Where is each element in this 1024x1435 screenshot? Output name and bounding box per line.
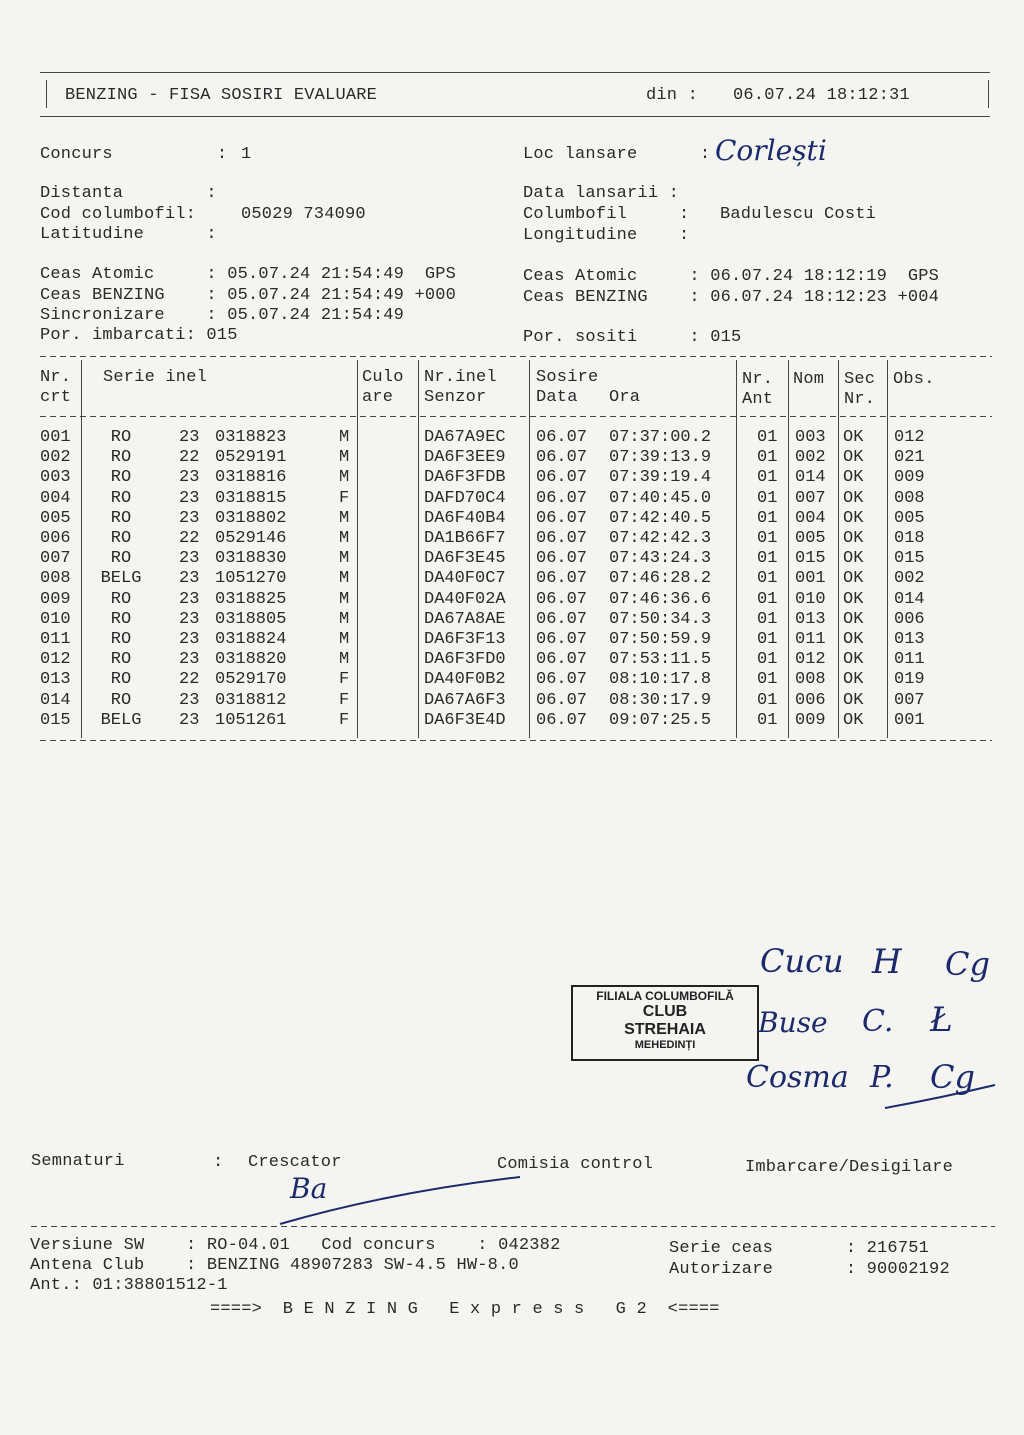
cell-sec: OK xyxy=(843,630,864,649)
cell-ant: 01 xyxy=(757,508,778,528)
th-sosire: Sosire xyxy=(536,368,599,387)
cell-inel: 0318812 xyxy=(215,690,287,710)
cell-inel: 0318805 xyxy=(215,609,287,629)
table-row xyxy=(0,549,1000,569)
footer-serie-ceas: Serie ceas : 216751 xyxy=(669,1239,930,1258)
cell-sex: M xyxy=(339,529,350,548)
cell-inel: 0529191 xyxy=(215,448,287,468)
cell-ant: 01 xyxy=(757,468,778,488)
cell-inel: 1051270 xyxy=(215,569,287,589)
cell-an: 23 xyxy=(179,710,200,730)
cell-sec: OK xyxy=(843,670,864,690)
cell-data: 06.07 xyxy=(536,609,588,629)
cell-senzor: DA6F3FDB xyxy=(424,468,506,488)
cell-sex: M xyxy=(339,468,350,488)
th-sec-1: Sec xyxy=(844,370,876,389)
th-ora: Ora xyxy=(609,388,641,407)
cell-nom: 011 xyxy=(795,630,826,649)
handwritten-name-2: Buse xyxy=(758,1006,828,1039)
table-row xyxy=(0,448,1000,468)
cell-ora: 08:10:17.8 xyxy=(609,670,712,690)
cod-columbofil-value: 05029 734090 xyxy=(241,205,366,224)
cell-nom: 002 xyxy=(795,448,826,468)
footer-autorizare: Autorizare : 90002192 xyxy=(669,1260,950,1279)
cell-ora: 08:30:17.9 xyxy=(609,690,712,710)
cell-nom: 005 xyxy=(795,529,826,548)
cell-ora: 07:39:13.9 xyxy=(609,448,712,468)
cell-sex: M xyxy=(339,589,350,609)
cell-inel: 0318820 xyxy=(215,650,287,670)
cell-ant: 01 xyxy=(757,690,778,710)
th-nr-inel-1: Nr.inel xyxy=(424,368,497,387)
header-timestamp: 06.07.24 18:12:31 xyxy=(733,86,910,105)
cell-nom: 015 xyxy=(795,549,826,569)
cell-obs: 001 xyxy=(894,710,925,730)
cell-an: 23 xyxy=(179,609,200,629)
th-nr-inel-2: Senzor xyxy=(424,388,487,407)
cell-tara: BELG xyxy=(100,710,142,730)
cell-ora: 07:46:36.6 xyxy=(609,589,712,609)
cell-ora: 07:39:19.4 xyxy=(609,468,712,488)
cell-nom: 008 xyxy=(795,670,826,690)
handwritten-signature-2: Ł xyxy=(930,1000,953,1040)
cell-ant: 01 xyxy=(757,630,778,649)
cell-data: 06.07 xyxy=(536,589,588,609)
cell-nr: 015 xyxy=(40,710,71,730)
cell-ora: 07:46:28.2 xyxy=(609,569,712,589)
handwritten-signature-1: Cg xyxy=(945,945,990,983)
footer-versiune: Versiune SW : RO-04.01 Cod concurs : 042382 xyxy=(30,1236,561,1255)
cell-nom: 003 xyxy=(795,428,826,447)
table-row xyxy=(0,489,1000,509)
footer-antena: Antena Club : BENZING 48907283 SW-4.5 HW-8.0 xyxy=(30,1256,519,1275)
cell-nom: 006 xyxy=(795,690,826,710)
cell-an: 23 xyxy=(179,569,200,589)
cell-data: 06.07 xyxy=(536,650,588,670)
cell-sex: M xyxy=(339,549,350,569)
th-serie-inel: Serie inel xyxy=(103,368,208,387)
imbarcare-label: Imbarcare/Desigilare xyxy=(745,1158,954,1177)
cell-data: 06.07 xyxy=(536,488,588,508)
cell-an: 23 xyxy=(179,690,200,710)
cell-sex: F xyxy=(339,710,350,730)
cell-sex: F xyxy=(339,690,350,710)
concurs-label: Concurs : xyxy=(40,145,228,164)
handwritten-name-1: Cucu xyxy=(760,942,844,980)
th-nr-1: Nr. xyxy=(40,368,72,387)
cell-inel: 0318830 xyxy=(215,549,287,569)
header-right-border xyxy=(988,80,989,108)
cell-tara: RO xyxy=(110,609,132,629)
semnaturi-label: Semnaturi xyxy=(31,1152,125,1171)
cell-obs: 008 xyxy=(894,488,925,508)
cell-nr: 013 xyxy=(40,670,71,690)
cell-tara: RO xyxy=(110,448,132,468)
cell-nom: 014 xyxy=(795,468,826,488)
por-sositi: Por. sositi : 015 xyxy=(523,328,742,347)
cell-sec: OK xyxy=(843,529,864,548)
header-top-border xyxy=(40,72,990,73)
table-row xyxy=(0,468,1000,488)
th-data: Data xyxy=(536,388,578,407)
cell-an: 22 xyxy=(179,529,200,548)
longitudine-label: Longitudine : xyxy=(523,226,690,245)
cell-nom: 001 xyxy=(795,569,826,589)
cell-data: 06.07 xyxy=(536,549,588,569)
cell-an: 23 xyxy=(179,630,200,649)
cell-obs: 006 xyxy=(894,609,925,629)
cell-sex: M xyxy=(339,609,350,629)
cell-sec: OK xyxy=(843,549,864,569)
cell-obs: 015 xyxy=(894,549,925,569)
header-left-border xyxy=(46,80,47,108)
table-row xyxy=(0,630,1000,650)
cell-nr: 003 xyxy=(40,468,71,488)
th-nom: Nom xyxy=(793,370,825,389)
cell-ora: 07:40:45.0 xyxy=(609,488,712,508)
loc-lansare-label: Loc lansare : xyxy=(523,145,711,164)
cell-nr: 010 xyxy=(40,609,71,629)
cod-columbofil-label: Cod columbofil: xyxy=(40,205,197,224)
th-ant-1: Nr. xyxy=(742,370,774,389)
data-lansarii-label: Data lansarii : xyxy=(523,184,680,203)
cell-ant: 01 xyxy=(757,529,778,548)
cell-an: 23 xyxy=(179,650,200,670)
cell-nr: 009 xyxy=(40,589,71,609)
cell-ant: 01 xyxy=(757,670,778,690)
cell-ant: 01 xyxy=(757,549,778,569)
table-row xyxy=(0,650,1000,670)
cell-ant: 01 xyxy=(757,650,778,670)
crescator-signature-stroke-icon xyxy=(270,1172,530,1232)
cell-tara: RO xyxy=(110,529,132,548)
stamp-line-2: CLUB xyxy=(642,1003,688,1020)
cell-sec: OK xyxy=(843,488,864,508)
cell-sec: OK xyxy=(843,710,864,730)
table-row xyxy=(0,428,1000,448)
cell-tara: RO xyxy=(110,508,132,528)
cell-sec: OK xyxy=(843,428,864,447)
stamp-line-4: MEHEDINȚI xyxy=(634,1039,696,1051)
footer-rule xyxy=(31,1226,995,1227)
cell-an: 23 xyxy=(179,468,200,488)
handwritten-signature-3: Cg xyxy=(930,1058,975,1096)
cell-sec: OK xyxy=(843,508,864,528)
cell-tara: RO xyxy=(110,428,132,447)
cell-ant: 01 xyxy=(757,589,778,609)
crescator-label: Crescator xyxy=(248,1153,342,1172)
cell-obs: 009 xyxy=(894,468,925,488)
th-sec-2: Nr. xyxy=(844,390,876,409)
club-stamp xyxy=(571,985,759,1061)
cell-an: 22 xyxy=(179,670,200,690)
sincronizare: Sincronizare : 05.07.24 21:54:49 xyxy=(40,306,405,325)
cell-ora: 07:42:42.3 xyxy=(609,529,712,548)
cell-senzor: DA67A9EC xyxy=(424,428,506,447)
cell-inel: 0318802 xyxy=(215,508,287,528)
th-nr-2: crt xyxy=(40,388,72,407)
semnaturi-colon: : xyxy=(213,1153,224,1172)
concurs-value: 1 xyxy=(241,145,252,164)
th-culoare-1: Culo xyxy=(362,368,404,387)
cell-nr: 012 xyxy=(40,650,71,670)
table-header-rule xyxy=(40,416,992,417)
handwritten-name-3: Cosma xyxy=(746,1060,849,1095)
document-title: BENZING - FISA SOSIRI EVALUARE xyxy=(65,86,378,105)
cell-obs: 007 xyxy=(894,690,925,710)
cell-sex: M xyxy=(339,428,350,447)
cell-an: 23 xyxy=(179,428,200,447)
cell-sex: M xyxy=(339,508,350,528)
cell-obs: 013 xyxy=(894,630,925,649)
table-row xyxy=(0,670,1000,690)
cell-senzor: DA40F02A xyxy=(424,589,506,609)
cell-senzor: DA67A8AE xyxy=(424,609,506,629)
cell-sex: M xyxy=(339,569,350,589)
cell-senzor: DA6F3E4D xyxy=(424,710,506,730)
cell-ora: 07:53:11.5 xyxy=(609,650,712,670)
cell-nr: 007 xyxy=(40,549,71,569)
cell-nr: 008 xyxy=(40,569,71,589)
cell-sex: M xyxy=(339,448,350,468)
cell-tara: RO xyxy=(110,468,132,488)
cell-nom: 004 xyxy=(795,508,826,528)
footer-banner: ====> B E N Z I N G E x p r e s s G 2 <==== xyxy=(210,1300,720,1319)
cell-nr: 006 xyxy=(40,529,71,548)
cell-sex: M xyxy=(339,650,350,670)
cell-obs: 012 xyxy=(894,428,925,447)
cell-an: 22 xyxy=(179,448,200,468)
th-ant-2: Ant xyxy=(742,390,774,409)
th-culoare-2: are xyxy=(362,388,394,407)
handwritten-initial-1: H xyxy=(872,942,902,982)
table-row xyxy=(0,610,1000,630)
th-obs: Obs. xyxy=(893,370,935,389)
cell-nom: 009 xyxy=(795,710,826,730)
cell-senzor: DAFD70C4 xyxy=(424,488,506,508)
cell-obs: 005 xyxy=(894,508,925,528)
cell-ora: 07:50:59.9 xyxy=(609,630,712,649)
loc-lansare-handwritten: Corlești xyxy=(715,134,827,167)
ceas-benzing-left: Ceas BENZING : 05.07.24 21:54:49 +000 xyxy=(40,286,457,305)
cell-inel: 0318816 xyxy=(215,468,287,488)
cell-senzor: DA6F3FD0 xyxy=(424,650,506,670)
cell-senzor: DA1B66F7 xyxy=(424,529,506,548)
cell-sex: F xyxy=(339,670,350,690)
cell-data: 06.07 xyxy=(536,428,588,447)
cell-tara: RO xyxy=(110,488,132,508)
header-bottom-border xyxy=(40,116,990,117)
columbofil-label: Columbofil : xyxy=(523,205,690,224)
cell-sec: OK xyxy=(843,448,864,468)
cell-an: 23 xyxy=(179,589,200,609)
cell-obs: 019 xyxy=(894,670,925,690)
footer-ant: Ant.: 01:38801512-1 xyxy=(30,1276,228,1295)
table-row xyxy=(0,509,1000,529)
cell-tara: RO xyxy=(110,650,132,670)
table-row xyxy=(0,590,1000,610)
cell-senzor: DA67A6F3 xyxy=(424,690,506,710)
cell-senzor: DA40F0B2 xyxy=(424,670,506,690)
distanta-label: Distanta : xyxy=(40,184,217,203)
cell-inel: 0529146 xyxy=(215,529,287,548)
table-bottom-rule xyxy=(40,740,992,741)
cell-nom: 012 xyxy=(795,650,826,670)
por-imbarcati: Por. imbarcati: 015 xyxy=(40,326,238,345)
cell-data: 06.07 xyxy=(536,569,588,589)
cell-ant: 01 xyxy=(757,569,778,589)
cell-ant: 01 xyxy=(757,710,778,730)
cell-data: 06.07 xyxy=(536,710,588,730)
cell-obs: 002 xyxy=(894,569,925,589)
cell-tara: RO xyxy=(110,670,132,690)
cell-nom: 007 xyxy=(795,488,826,508)
header-din-label: din : xyxy=(646,86,699,105)
cell-senzor: DA6F40B4 xyxy=(424,508,506,528)
stamp-line-3: STREHAIA xyxy=(624,1021,706,1038)
cell-senzor: DA6F3E45 xyxy=(424,549,506,569)
cell-an: 23 xyxy=(179,508,200,528)
cell-inel: 1051261 xyxy=(215,710,287,730)
cell-senzor: DA6F3F13 xyxy=(424,630,506,649)
cell-nr: 002 xyxy=(40,448,71,468)
comisia-label: Comisia control xyxy=(497,1155,654,1174)
columbofil-value: Badulescu Costi xyxy=(720,205,877,224)
cell-sex: F xyxy=(339,488,350,508)
cell-data: 06.07 xyxy=(536,448,588,468)
table-row xyxy=(0,691,1000,711)
ceas-atomic-left: Ceas Atomic : 05.07.24 21:54:49 GPS xyxy=(40,265,457,284)
signature-stroke-icon xyxy=(880,1080,1000,1120)
cell-obs: 021 xyxy=(894,448,925,468)
cell-ora: 07:50:34.3 xyxy=(609,609,712,629)
handwritten-initial-3: P. xyxy=(870,1060,894,1095)
cell-obs: 011 xyxy=(894,650,925,670)
cell-data: 06.07 xyxy=(536,670,588,690)
cell-sec: OK xyxy=(843,589,864,609)
cell-data: 06.07 xyxy=(536,630,588,649)
cell-nr: 001 xyxy=(40,428,71,447)
cell-tara: RO xyxy=(110,690,132,710)
ceas-atomic-right: Ceas Atomic : 06.07.24 18:12:19 GPS xyxy=(523,267,940,286)
cell-tara: RO xyxy=(110,630,132,649)
cell-ant: 01 xyxy=(757,428,778,447)
cell-tara: BELG xyxy=(100,569,142,589)
cell-nr: 005 xyxy=(40,508,71,528)
table-row xyxy=(0,569,1000,589)
cell-inel: 0318824 xyxy=(215,630,287,649)
cell-ant: 01 xyxy=(757,488,778,508)
cell-senzor: DA40F0C7 xyxy=(424,569,506,589)
cell-nom: 010 xyxy=(795,589,826,609)
cell-sec: OK xyxy=(843,569,864,589)
cell-data: 06.07 xyxy=(536,529,588,548)
cell-ant: 01 xyxy=(757,448,778,468)
cell-tara: RO xyxy=(110,549,132,569)
crescator-signature: Ba xyxy=(290,1172,328,1205)
cell-nom: 013 xyxy=(795,609,826,629)
cell-obs: 018 xyxy=(894,529,925,548)
latitudine-label: Latitudine : xyxy=(40,225,217,244)
ceas-benzing-right: Ceas BENZING : 06.07.24 18:12:23 +004 xyxy=(523,288,940,307)
cell-ora: 07:37:00.2 xyxy=(609,428,712,447)
cell-data: 06.07 xyxy=(536,508,588,528)
cell-sec: OK xyxy=(843,690,864,710)
handwritten-initial-2: C. xyxy=(862,1004,894,1039)
cell-an: 23 xyxy=(179,549,200,569)
cell-senzor: DA6F3EE9 xyxy=(424,448,506,468)
cell-ant: 01 xyxy=(757,609,778,629)
cell-ora: 07:42:40.5 xyxy=(609,508,712,528)
table-row xyxy=(0,529,1000,549)
cell-obs: 014 xyxy=(894,589,925,609)
cell-inel: 0529170 xyxy=(215,670,287,690)
cell-inel: 0318823 xyxy=(215,428,287,447)
cell-tara: RO xyxy=(110,589,132,609)
cell-inel: 0318815 xyxy=(215,488,287,508)
cell-sec: OK xyxy=(843,609,864,629)
cell-an: 23 xyxy=(179,488,200,508)
cell-nr: 014 xyxy=(40,690,71,710)
cell-sec: OK xyxy=(843,468,864,488)
cell-nr: 004 xyxy=(40,488,71,508)
cell-ora: 09:07:25.5 xyxy=(609,710,712,730)
cell-ora: 07:43:24.3 xyxy=(609,549,712,569)
cell-inel: 0318825 xyxy=(215,589,287,609)
cell-data: 06.07 xyxy=(536,468,588,488)
stamp-line-1: FILIALA COLUMBOFILĂ xyxy=(596,989,734,1003)
cell-data: 06.07 xyxy=(536,690,588,710)
cell-sex: M xyxy=(339,630,350,649)
table-row xyxy=(0,711,1000,731)
cell-nr: 011 xyxy=(40,630,71,649)
cell-sec: OK xyxy=(843,650,864,670)
table-top-rule xyxy=(40,356,992,357)
